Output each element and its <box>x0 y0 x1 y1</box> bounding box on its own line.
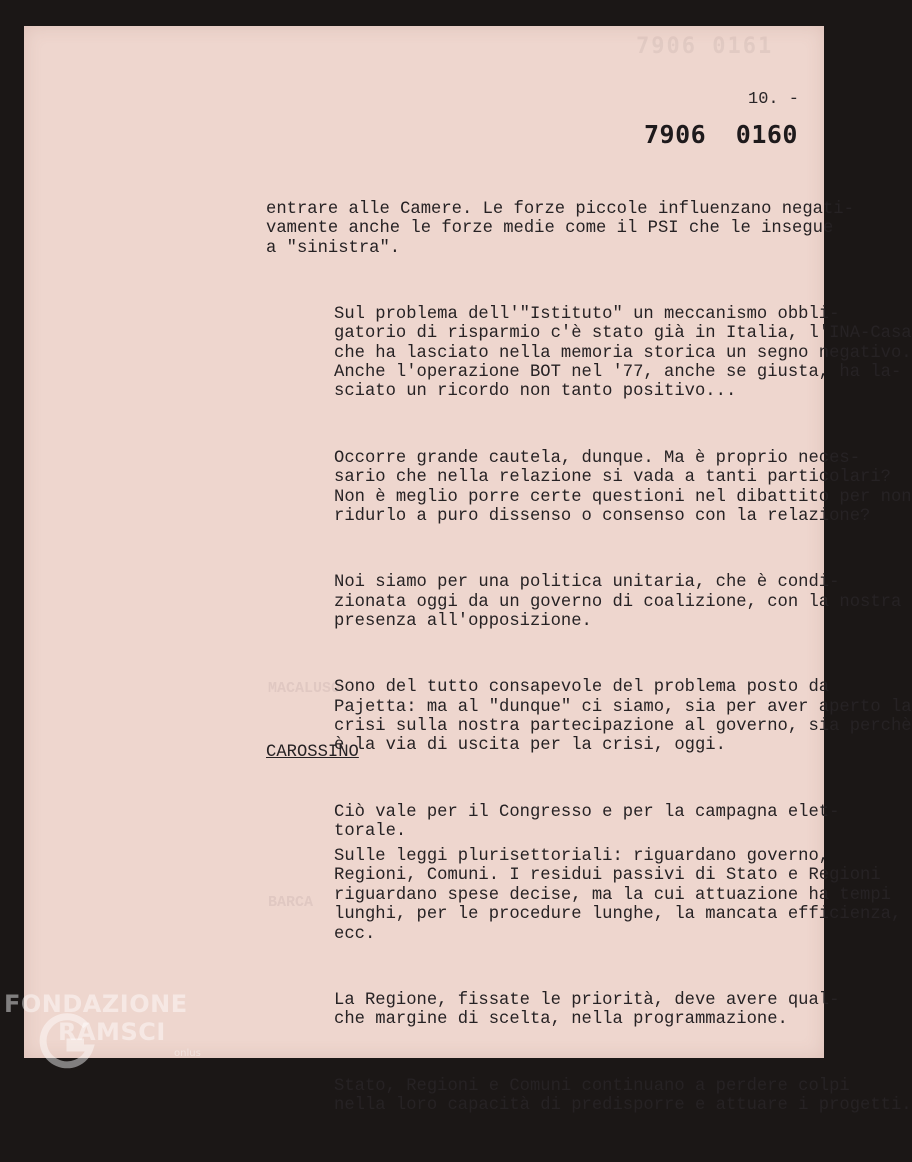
show-through-heading: MACALUSO <box>268 680 341 697</box>
paragraph: entrare alle Camere. Le forze piccole influenzano negati- vamente anche le forze medie come il PSI che le insegue a "sinistra". <box>266 199 854 258</box>
paragraph: Sono del tutto consapevole del problema posto da Pajetta: ma al "dunque" ci siamo, sia per aver aperto la crisi sulla nostra partecipazione al governo, sia perchè è la via di uscita per la crisi, oggi. <box>334 678 912 756</box>
stamp-number-left: 7906 <box>644 120 707 149</box>
document-page <box>24 26 912 1115</box>
page-number: 10. - <box>748 90 800 109</box>
stamp-number-right: 0160 <box>735 120 798 149</box>
paragraph: Occorre grande cautela, dunque. Ma è proprio neces- sario che nella relazione si vada a tanti particolari? Non è meglio porre certe questioni nel dibattito per non ridurlo a puro dissenso o consenso con la relazione? <box>334 448 912 526</box>
paragraph: La Regione, fissate le priorità, deve avere qual- che margine di scelta, nella programmazione. <box>334 990 840 1030</box>
paragraph: Sul problema dell'"Istituto" un meccanismo obbli- gatorio di risparmio c'è stato già in Italia, l'INA-Casa che ha lasciato nella memoria storica un segno negativo. Anche l'operazione BOT nel '77, anche se giusta, ha la- sciato un ricordo non tanto positivo... <box>334 304 912 402</box>
archive-stamp <box>644 120 798 149</box>
paragraph: Ciò vale per il Congresso e per la campagna elet- torale. <box>334 802 840 841</box>
speaker-heading: CAROSSINO <box>266 742 359 762</box>
watermark-line-2: RAMSCI <box>58 1018 166 1046</box>
g-logo-icon <box>38 1012 98 1072</box>
paragraph: Sulle leggi plurisettoriali: riguardano governo, Regioni, Comuni. I residui passivi di Stato e Regioni riguardano spese decise, ma la cui attuazione ha tempi lunghi, per le procedure lunghe, la mancata efficienza, ecc. <box>334 847 902 944</box>
fondazione-gramsci-watermark <box>4 990 201 1059</box>
paragraph: Stato, Regioni e Comuni continuano a perdere colpi nella loro capacità di predisporre e attuare i progetti. <box>334 1076 912 1115</box>
bleed-through-stamp: 7906 0161 <box>636 34 774 59</box>
show-through-heading: BARCA <box>268 894 314 911</box>
paragraph: Noi siamo per una politica unitaria, che è condi- zionata oggi da un governo di coalizione, con la nostra presenza all'opposizione. <box>334 573 902 631</box>
watermark-line-1: FONDAZIONE <box>4 990 188 1018</box>
watermark-line-3: onlus <box>174 1048 201 1059</box>
body-text-bottom <box>266 704 912 1162</box>
